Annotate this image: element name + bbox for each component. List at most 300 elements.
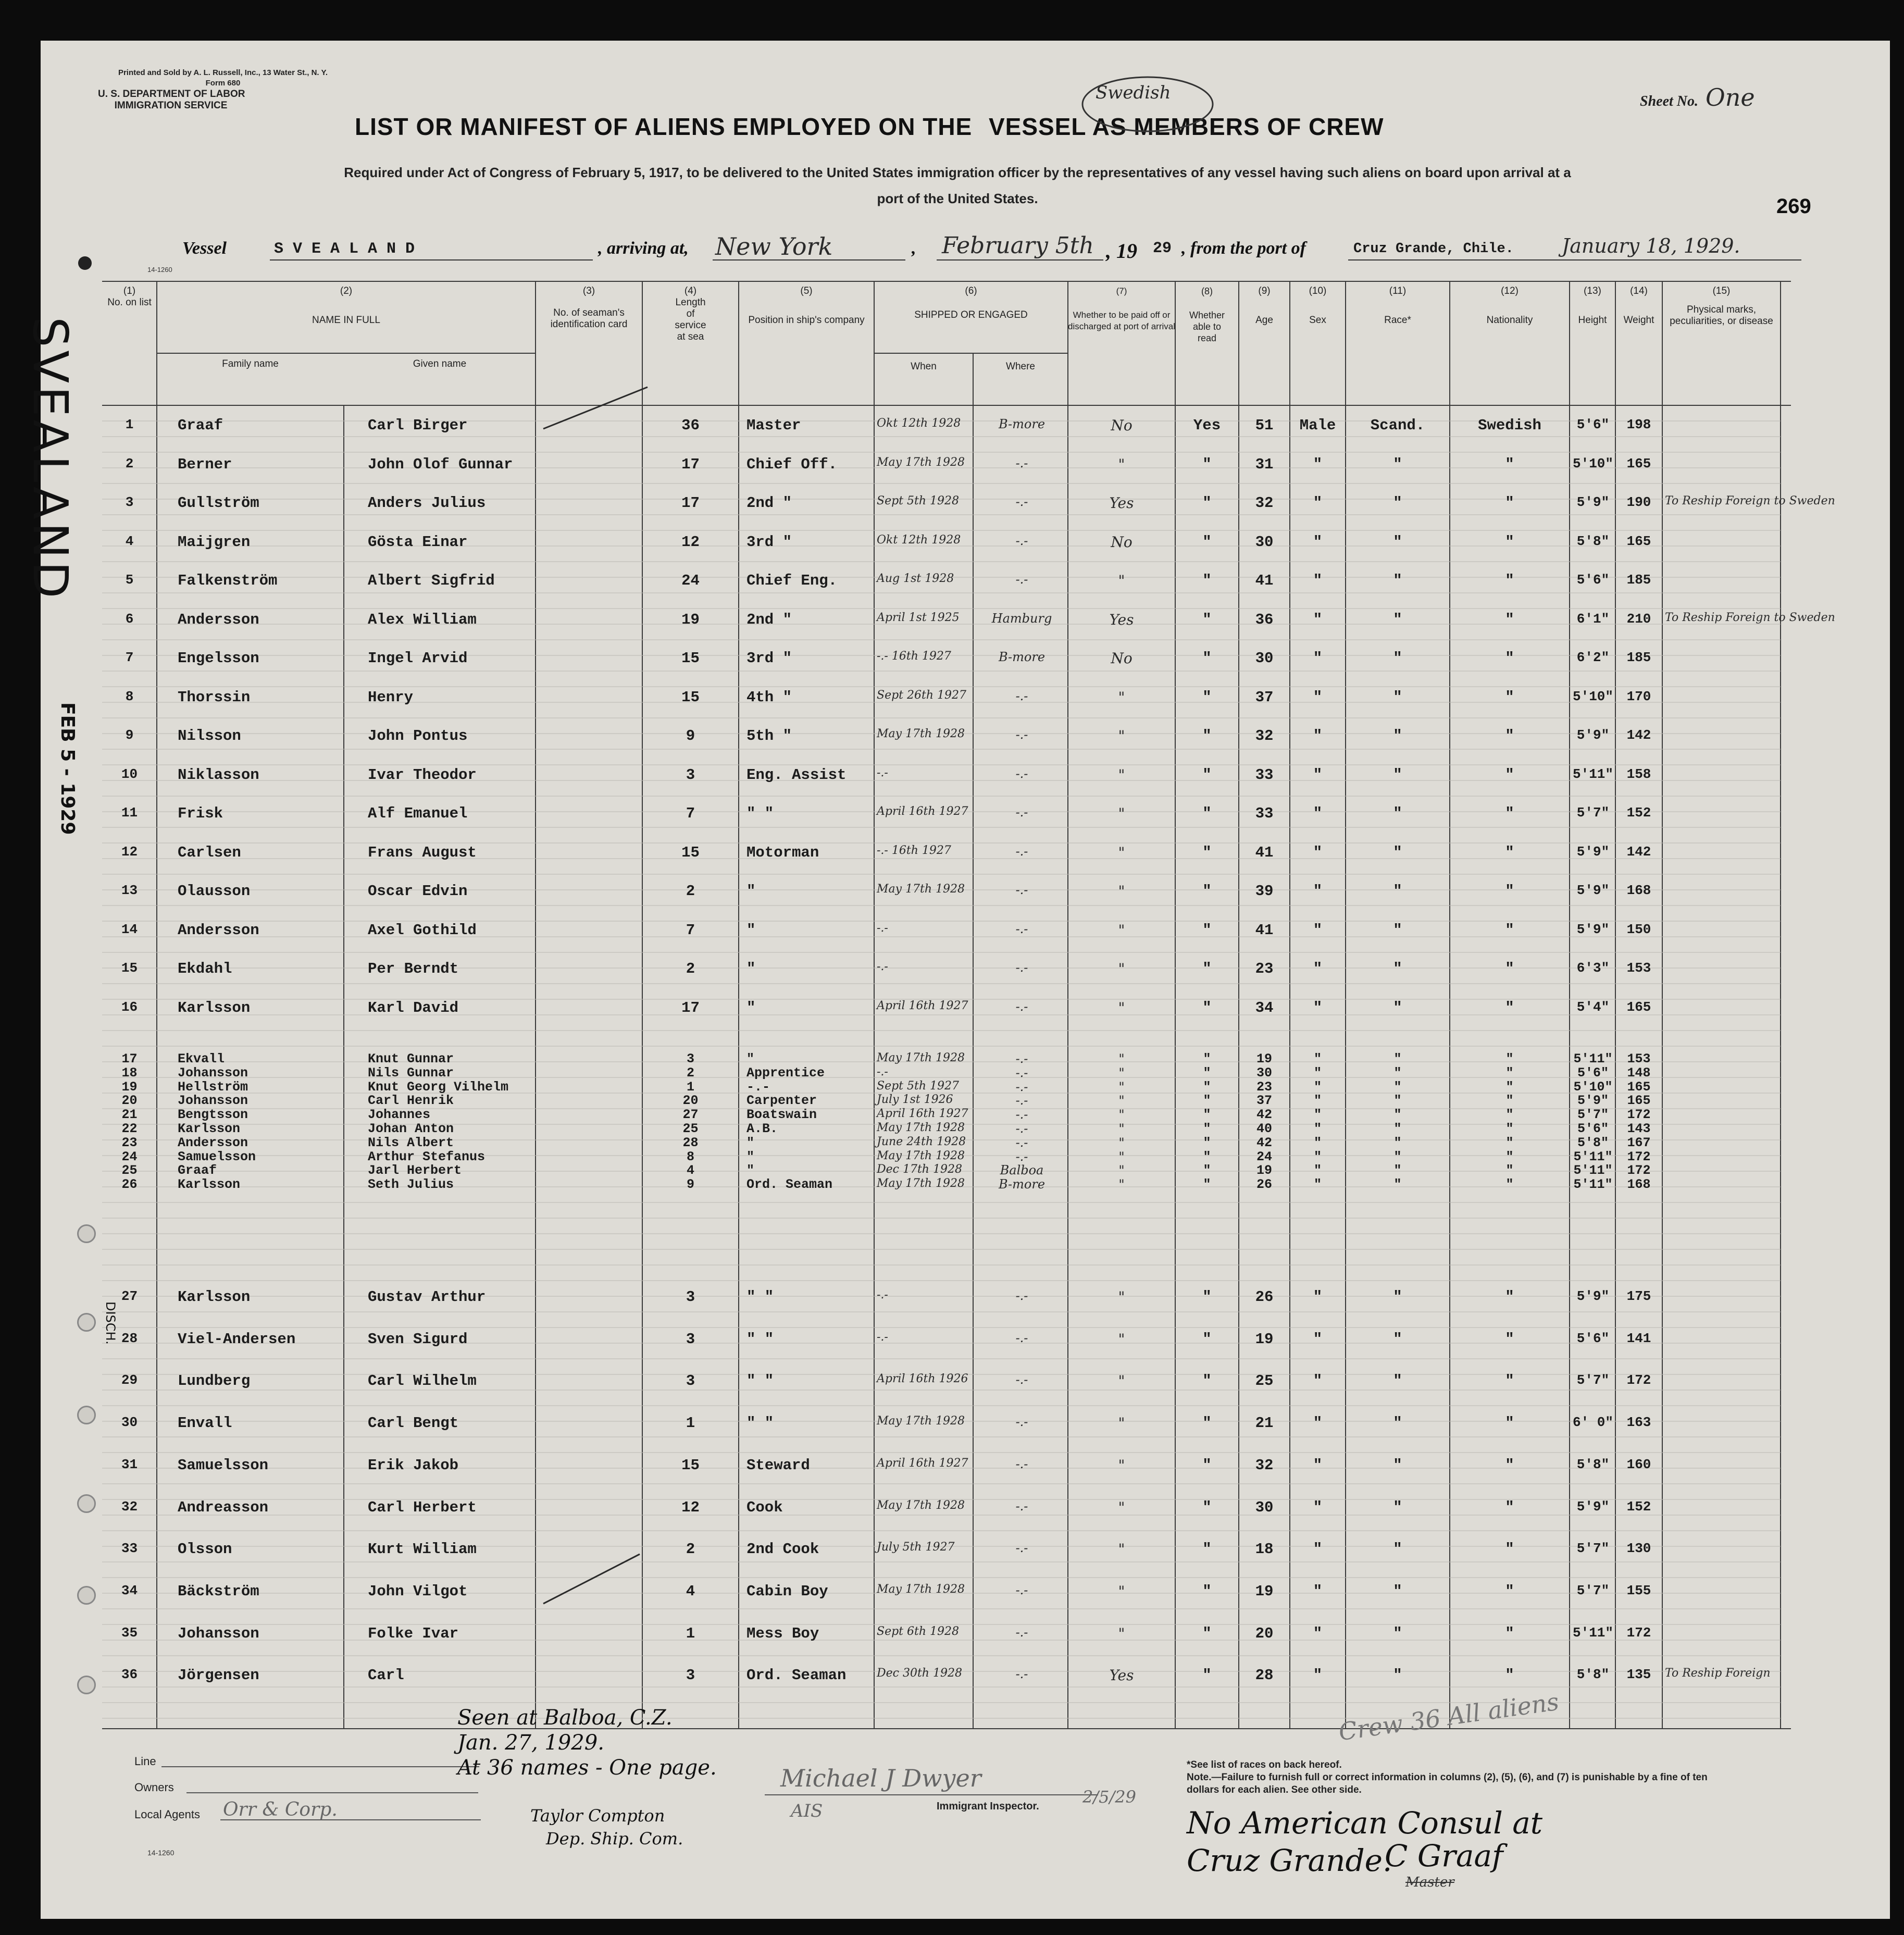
cell-where: B-more [998, 1177, 1046, 1192]
sheet-label: Sheet No. [1640, 93, 1698, 109]
cell-race: " [1393, 1079, 1402, 1095]
comma: , [912, 239, 916, 258]
cell-where: Hamburg [991, 611, 1052, 626]
col-num: (7) [1116, 286, 1127, 296]
cell-weight: 190 [1626, 494, 1651, 510]
master-title: Master [1405, 1875, 1454, 1890]
cell-read: " [1202, 1415, 1212, 1432]
cell-height: 5'8" [1577, 1135, 1609, 1150]
col-num: (11) [1389, 286, 1407, 296]
col-header-nationality [1450, 286, 1570, 326]
cell-weight: 185 [1626, 572, 1651, 588]
cell-paid: " [1118, 455, 1125, 473]
cell-position: Eng. Assist [746, 766, 847, 784]
cell-service: 4 [686, 1582, 695, 1600]
col-label: Position in ship's company [748, 315, 865, 326]
cell-paid: Yes [1109, 611, 1134, 628]
owners-underline [186, 1792, 478, 1793]
cell-family: Ekdahl [178, 960, 232, 977]
cell-paid: No [1111, 417, 1133, 434]
cell-race: " [1393, 1330, 1402, 1348]
cell-position: Mess Boy [746, 1624, 819, 1642]
cell-where: -.- [1015, 805, 1028, 820]
cell-family: Viel-Andersen [178, 1330, 296, 1348]
cell-family: Karlsson [178, 999, 251, 1016]
cell-age: 39 [1255, 883, 1274, 900]
cell-weight: 165 [1626, 999, 1651, 1015]
cell-height: 6'3" [1576, 960, 1610, 976]
cell-paid: " [1118, 1149, 1125, 1164]
cell-nationality: " [1505, 1149, 1514, 1164]
title-left: LIST OR MANIFEST OF ALIENS EMPLOYED ON THE [355, 113, 973, 140]
cell-given: Nils Gunnar [368, 1065, 454, 1081]
cell-age: 32 [1255, 727, 1274, 745]
cell-read: " [1203, 1065, 1211, 1081]
col-label: SHIPPED OR ENGAGED [914, 309, 1028, 320]
cell-no: 20 [121, 1093, 138, 1109]
cell-weight: 141 [1626, 1330, 1651, 1346]
cell-where: -.- [1015, 766, 1028, 781]
inspector-date: 2/5/29 [1082, 1787, 1136, 1807]
cell-position: Ord. Seaman [746, 1667, 847, 1684]
cell-height: 5'7" [1576, 1372, 1610, 1388]
cell-service: 7 [686, 805, 695, 822]
cell-paid: " [1118, 572, 1125, 589]
cell-family: Bäckström [178, 1582, 259, 1600]
punch-hole [77, 1406, 96, 1424]
subtitle-line-1: Required under Act of Congress of February 5, 1917, to be delivered to the United States immigration officer by the representatives of any vessel having such aliens on board upon arrival at a [344, 165, 1571, 180]
form-code: 14-1260 [147, 266, 172, 274]
cell-family: Engelsson [178, 650, 259, 667]
balboa-signer-title: Dep. Ship. Com. [546, 1829, 683, 1849]
line-label: Line [134, 1755, 156, 1768]
cell-nationality: " [1505, 650, 1514, 667]
cell-when: April 16th 1927 [877, 1107, 968, 1121]
arrival-date: February 5th [942, 232, 1094, 259]
cell-sex: " [1313, 1177, 1322, 1193]
cell-height: 5'9" [1576, 844, 1610, 860]
cell-weight: 167 [1627, 1135, 1651, 1150]
agents-value: Orr & Corp. [223, 1799, 338, 1820]
cell-weight: 165 [1626, 533, 1651, 549]
balboa-line-3: At 36 names - One page. [457, 1756, 717, 1780]
cell-sex: " [1313, 921, 1323, 939]
cell-age: 33 [1255, 805, 1274, 822]
cell-weight: 158 [1626, 766, 1651, 782]
cell-height: 5'9" [1576, 1498, 1610, 1515]
cell-weight: 165 [1626, 455, 1651, 472]
cell-where: -.- [1015, 1541, 1028, 1556]
cell-sex: " [1313, 1372, 1323, 1390]
col-num: (5) [800, 286, 813, 296]
owners-label: Owners [134, 1781, 174, 1794]
cell-given: Erik Jakob [368, 1456, 459, 1474]
cell-sex: " [1313, 1051, 1322, 1066]
cell-sex: " [1313, 1065, 1322, 1081]
cell-service: 12 [681, 533, 700, 551]
cell-no: 33 [121, 1541, 138, 1557]
cell-read: " [1203, 1121, 1211, 1136]
cell-given: Alex William [368, 611, 477, 628]
cell-paid: Yes [1109, 1667, 1134, 1684]
cell-age: 30 [1255, 533, 1274, 551]
cell-family: Andersson [178, 921, 259, 939]
balboa-signature [530, 1804, 683, 1850]
cell-when: -.- [877, 1288, 888, 1301]
cell-race: " [1393, 1177, 1402, 1193]
cell-sex: " [1313, 1121, 1322, 1136]
cell-sex: " [1313, 999, 1323, 1016]
cell-weight: 152 [1626, 805, 1651, 821]
cell-given: Gustav Arthur [368, 1288, 486, 1306]
cell-family: Samuelsson [178, 1149, 256, 1164]
cell-service: 7 [686, 921, 695, 939]
cell-read: " [1202, 1541, 1212, 1558]
col-label: Whether able to read [1189, 310, 1225, 343]
cell-service: 9 [686, 1177, 694, 1193]
cell-sex: Male [1299, 417, 1336, 434]
cell-when: -.- [877, 1065, 888, 1078]
cell-position: 5th " [746, 727, 792, 745]
cell-service: 17 [681, 999, 700, 1016]
cell-race: " [1393, 1163, 1402, 1179]
cell-where: B-more [998, 417, 1046, 431]
cell-sex: " [1313, 1330, 1323, 1348]
cell-given: Oscar Edvin [368, 883, 468, 900]
cell-race: " [1393, 1065, 1402, 1081]
cell-read: " [1203, 1093, 1211, 1109]
cell-no: 23 [121, 1135, 138, 1150]
cell-height: 6'2" [1576, 650, 1610, 665]
cell-family: Johansson [178, 1065, 248, 1081]
cell-position: Boatswain [746, 1107, 817, 1123]
col-num: (9) [1258, 286, 1271, 296]
master-signature: C Graaf [1385, 1838, 1503, 1874]
cell-nationality: " [1505, 611, 1514, 628]
col-label: Nationality [1486, 315, 1533, 326]
cell-nationality: " [1505, 727, 1514, 745]
side-vessel-stamp: SVEALAND [22, 317, 78, 602]
cell-paid: " [1118, 1330, 1125, 1348]
cell-height: 5'11" [1573, 1149, 1613, 1164]
cell-sex: " [1313, 688, 1323, 706]
cell-service: 2 [686, 960, 695, 977]
col-label: Weight [1623, 315, 1654, 326]
cell-height: 5'8" [1576, 533, 1610, 549]
cell-where: -.- [1015, 1456, 1028, 1471]
cell-service: 3 [686, 1372, 695, 1390]
cell-race: " [1393, 805, 1402, 822]
subtitle-line-2: port of the United States. [877, 191, 1038, 206]
cell-where: -.- [1015, 1415, 1028, 1430]
cell-sex: " [1313, 494, 1323, 512]
cell-nationality: " [1505, 1624, 1514, 1642]
cell-sex: " [1313, 1541, 1323, 1558]
cell-height: 5'4" [1576, 999, 1610, 1015]
cell-position: 3rd " [746, 533, 792, 551]
cell-read: " [1203, 1051, 1211, 1066]
cell-weight: 172 [1626, 1372, 1651, 1388]
cell-family: Maijgren [178, 533, 251, 551]
cell-age: 33 [1255, 766, 1274, 784]
cell-nationality: " [1505, 1163, 1514, 1179]
cell-no: 4 [125, 533, 134, 549]
punch-hole [77, 1224, 96, 1243]
col-header-age [1239, 286, 1290, 326]
cell-given: Johannes [368, 1107, 431, 1123]
cell-sex: " [1313, 844, 1323, 861]
cell-sex: " [1313, 1079, 1322, 1095]
cell-read: " [1203, 1107, 1211, 1123]
cell-weight: 172 [1627, 1107, 1651, 1123]
cell-height: 5'6" [1577, 1121, 1609, 1136]
cell-when: Dec 17th 1928 [877, 1163, 962, 1176]
col-label: Race* [1384, 315, 1411, 326]
cell-given: Axel Gothild [368, 921, 477, 939]
balboa-line-2: Jan. 27, 1929. [457, 1731, 604, 1755]
cell-read: " [1202, 766, 1212, 784]
col-num: (8) [1201, 286, 1213, 296]
cell-age: 51 [1255, 417, 1274, 434]
col-header-where: Where [1006, 361, 1035, 372]
cell-paid: " [1118, 1498, 1125, 1516]
cell-position: Motorman [746, 844, 819, 861]
cell-paid: " [1118, 1079, 1125, 1095]
cell-sex: " [1313, 883, 1323, 900]
cell-read: " [1202, 572, 1212, 589]
cell-read: " [1202, 805, 1212, 822]
cell-race: " [1393, 611, 1402, 628]
cell-height: 5'7" [1576, 805, 1610, 821]
col-label: Whether to be paid off or discharged at port of arrival [1068, 310, 1175, 331]
cell-position: Ord. Seaman [746, 1177, 833, 1193]
cell-sex: " [1313, 611, 1323, 628]
cell-family: Jörgensen [178, 1667, 259, 1684]
cell-nationality: " [1505, 1135, 1514, 1150]
cell-paid: " [1118, 1288, 1125, 1306]
cell-race: Scand. [1370, 417, 1425, 434]
consul-line-1: No American Consul at [1187, 1805, 1543, 1841]
cell-weight: 210 [1626, 611, 1651, 627]
cell-where: -.- [1015, 1330, 1028, 1345]
cell-race: " [1393, 1667, 1402, 1684]
cell-given: Sven Sigurd [368, 1330, 468, 1348]
cell-given: Ivar Theodor [368, 766, 477, 784]
cell-no: 17 [121, 1051, 138, 1066]
cell-height: 5'6" [1576, 572, 1610, 588]
cell-when: Okt 12th 1928 [877, 417, 961, 430]
cell-where: -.- [1015, 1107, 1028, 1122]
cell-race: " [1393, 1135, 1402, 1150]
cell-age: 41 [1255, 844, 1274, 861]
cell-race: " [1393, 1093, 1402, 1109]
cell-where: -.- [1015, 883, 1028, 897]
cell-weight: 150 [1626, 921, 1651, 937]
cell-age: 31 [1255, 455, 1274, 473]
cell-paid: " [1118, 805, 1125, 822]
cell-family: Andersson [178, 1135, 248, 1150]
footnote-penalty: Note.—Failure to furnish full or correct information in columns (2), (5), (6), and (7) is punishable by a fine of ten dollars for each alien. See other side. [1187, 1772, 1708, 1795]
cell-when: -.- [877, 921, 888, 935]
printer-line: Printed and Sold by A. L. Russell, Inc., 13 Water St., N. Y. [118, 68, 328, 77]
cell-given: Carl Herbert [368, 1498, 477, 1516]
cell-where: -.- [1015, 1051, 1028, 1066]
cell-sex: " [1313, 1149, 1322, 1164]
year-value: 29 [1153, 240, 1172, 257]
cell-position: Steward [746, 1456, 810, 1474]
cell-when: May 17th 1928 [877, 883, 965, 896]
col-label: Height [1578, 315, 1607, 326]
cell-nationality: " [1505, 844, 1514, 861]
cell-when: Sept 6th 1928 [877, 1624, 959, 1638]
cell-age: 24 [1256, 1149, 1272, 1164]
cell-read: " [1202, 494, 1212, 512]
cell-paid: " [1118, 960, 1125, 977]
cell-race: " [1393, 1051, 1402, 1066]
cell-height: 5'9" [1576, 727, 1610, 743]
cell-where: -.- [1015, 1288, 1028, 1303]
cell-family: Graaf [178, 1163, 217, 1179]
col-header-family: Family name [222, 358, 279, 369]
cell-when: -.- [877, 766, 888, 779]
departure-date: January 18, 1929. [1562, 234, 1740, 257]
cell-read: " [1202, 844, 1212, 861]
col-num: (1) [123, 286, 136, 296]
cell-height: 5'6" [1577, 1065, 1609, 1081]
cell-position: Chief Eng. [746, 572, 838, 589]
cell-nationality: " [1505, 494, 1514, 512]
cell-service: 25 [682, 1121, 699, 1136]
cell-where: -.- [1015, 455, 1028, 470]
cell-weight: 198 [1626, 417, 1651, 432]
cell-read: " [1202, 1582, 1212, 1600]
crew-note: Crew 36 All aliens [1337, 1687, 1561, 1746]
cell-no: 6 [125, 611, 134, 627]
punch-hole [77, 1676, 96, 1694]
cell-nationality: " [1505, 1121, 1514, 1136]
cell-weight: 165 [1627, 1093, 1651, 1109]
cell-when: -.- 16th 1927 [877, 650, 951, 663]
cell-read: " [1202, 960, 1212, 977]
cell-where: -.- [1015, 1149, 1028, 1164]
cell-where: -.- [1015, 1498, 1028, 1514]
cell-family: Nilsson [178, 727, 241, 745]
cell-no: 31 [121, 1456, 138, 1472]
cell-paid: " [1118, 1051, 1125, 1066]
cell-height: 5'10" [1572, 455, 1613, 472]
cell-position: " [746, 960, 756, 977]
vessel-label: Vessel [182, 239, 227, 258]
col-header-sex [1290, 286, 1346, 326]
cell-nationality: " [1505, 1330, 1514, 1348]
cell-race: " [1393, 999, 1402, 1016]
cell-no: 32 [121, 1498, 138, 1515]
cell-where: -.- [1015, 533, 1028, 548]
form-number: Form 680 [205, 79, 241, 88]
cell-sex: " [1313, 650, 1323, 667]
cell-read: " [1202, 455, 1212, 473]
balboa-line-1: Seen at Balboa, C.Z. [457, 1706, 673, 1730]
cell-position: " [746, 921, 756, 939]
cell-given: Johan Anton [368, 1121, 454, 1136]
cell-read: " [1202, 1456, 1212, 1474]
balboa-note [457, 1705, 717, 1780]
cell-height: 5'7" [1576, 1541, 1610, 1557]
cell-family: Niklasson [178, 766, 259, 784]
cell-when: Aug 1st 1928 [877, 572, 954, 585]
cell-race: " [1393, 883, 1402, 900]
cell-given: Seth Julius [368, 1177, 454, 1193]
cell-sex: " [1313, 1582, 1323, 1600]
cell-service: 8 [686, 1149, 694, 1164]
cell-age: 20 [1255, 1624, 1274, 1642]
punch-hole [77, 1313, 96, 1332]
col-header-paid [1068, 286, 1175, 332]
cell-position: Apprentice [746, 1065, 825, 1081]
cell-paid: " [1118, 1121, 1125, 1136]
cell-when: May 17th 1928 [877, 1121, 965, 1134]
cell-family: Olausson [178, 883, 251, 900]
cell-age: 41 [1255, 921, 1274, 939]
service-name: IMMIGRATION SERVICE [114, 100, 228, 111]
cell-service: 1 [686, 1415, 695, 1432]
cell-read: " [1202, 999, 1212, 1016]
cell-weight: 153 [1626, 960, 1651, 976]
cell-no: 18 [121, 1065, 138, 1081]
arriving-label: , arriving at, [598, 239, 689, 258]
cell-position: A.B. [746, 1121, 778, 1136]
cell-race: " [1393, 1121, 1402, 1136]
cell-paid: " [1118, 1135, 1125, 1150]
cell-family: Andersson [178, 611, 259, 628]
cell-position: 2nd " [746, 494, 792, 512]
cell-family: Johansson [178, 1093, 248, 1109]
cell-paid: Yes [1109, 494, 1134, 512]
cell-read: " [1203, 1163, 1211, 1179]
cell-position: Cabin Boy [746, 1582, 828, 1600]
col-num: (13) [1584, 286, 1601, 296]
cell-nationality: " [1505, 1093, 1514, 1109]
cell-race: " [1393, 1498, 1402, 1516]
col-label: Length of service at sea [675, 297, 706, 342]
cell-race: " [1393, 688, 1402, 706]
cell-when: April 16th 1926 [877, 1372, 968, 1386]
cell-no: 22 [121, 1121, 138, 1136]
cell-height: 5'9" [1576, 883, 1610, 898]
cell-age: 28 [1255, 1667, 1274, 1684]
punch-hole [78, 256, 92, 270]
col-header-marks [1662, 286, 1781, 327]
cell-read: " [1202, 1288, 1212, 1306]
cell-given: Nils Albert [368, 1135, 454, 1150]
cell-no: 21 [121, 1107, 138, 1123]
cell-position: " [746, 883, 756, 900]
cell-family: Johansson [178, 1624, 259, 1642]
cell-remark: To Reship Foreign to Sweden [1665, 494, 1835, 507]
cell-read: " [1203, 1079, 1211, 1095]
cell-nationality: " [1505, 1288, 1514, 1306]
cell-age: 23 [1255, 960, 1274, 977]
cell-family: Falkenström [178, 572, 278, 589]
cell-service: 3 [686, 1051, 694, 1066]
cell-age: 30 [1256, 1065, 1272, 1081]
cell-family: Karlsson [178, 1288, 251, 1306]
cell-service: 19 [681, 611, 700, 628]
cell-where: Balboa [1000, 1163, 1044, 1178]
cell-family: Bengtsson [178, 1107, 248, 1123]
cell-given: Knut Georg Vilhelm [368, 1079, 509, 1095]
cell-paid: " [1118, 844, 1125, 861]
